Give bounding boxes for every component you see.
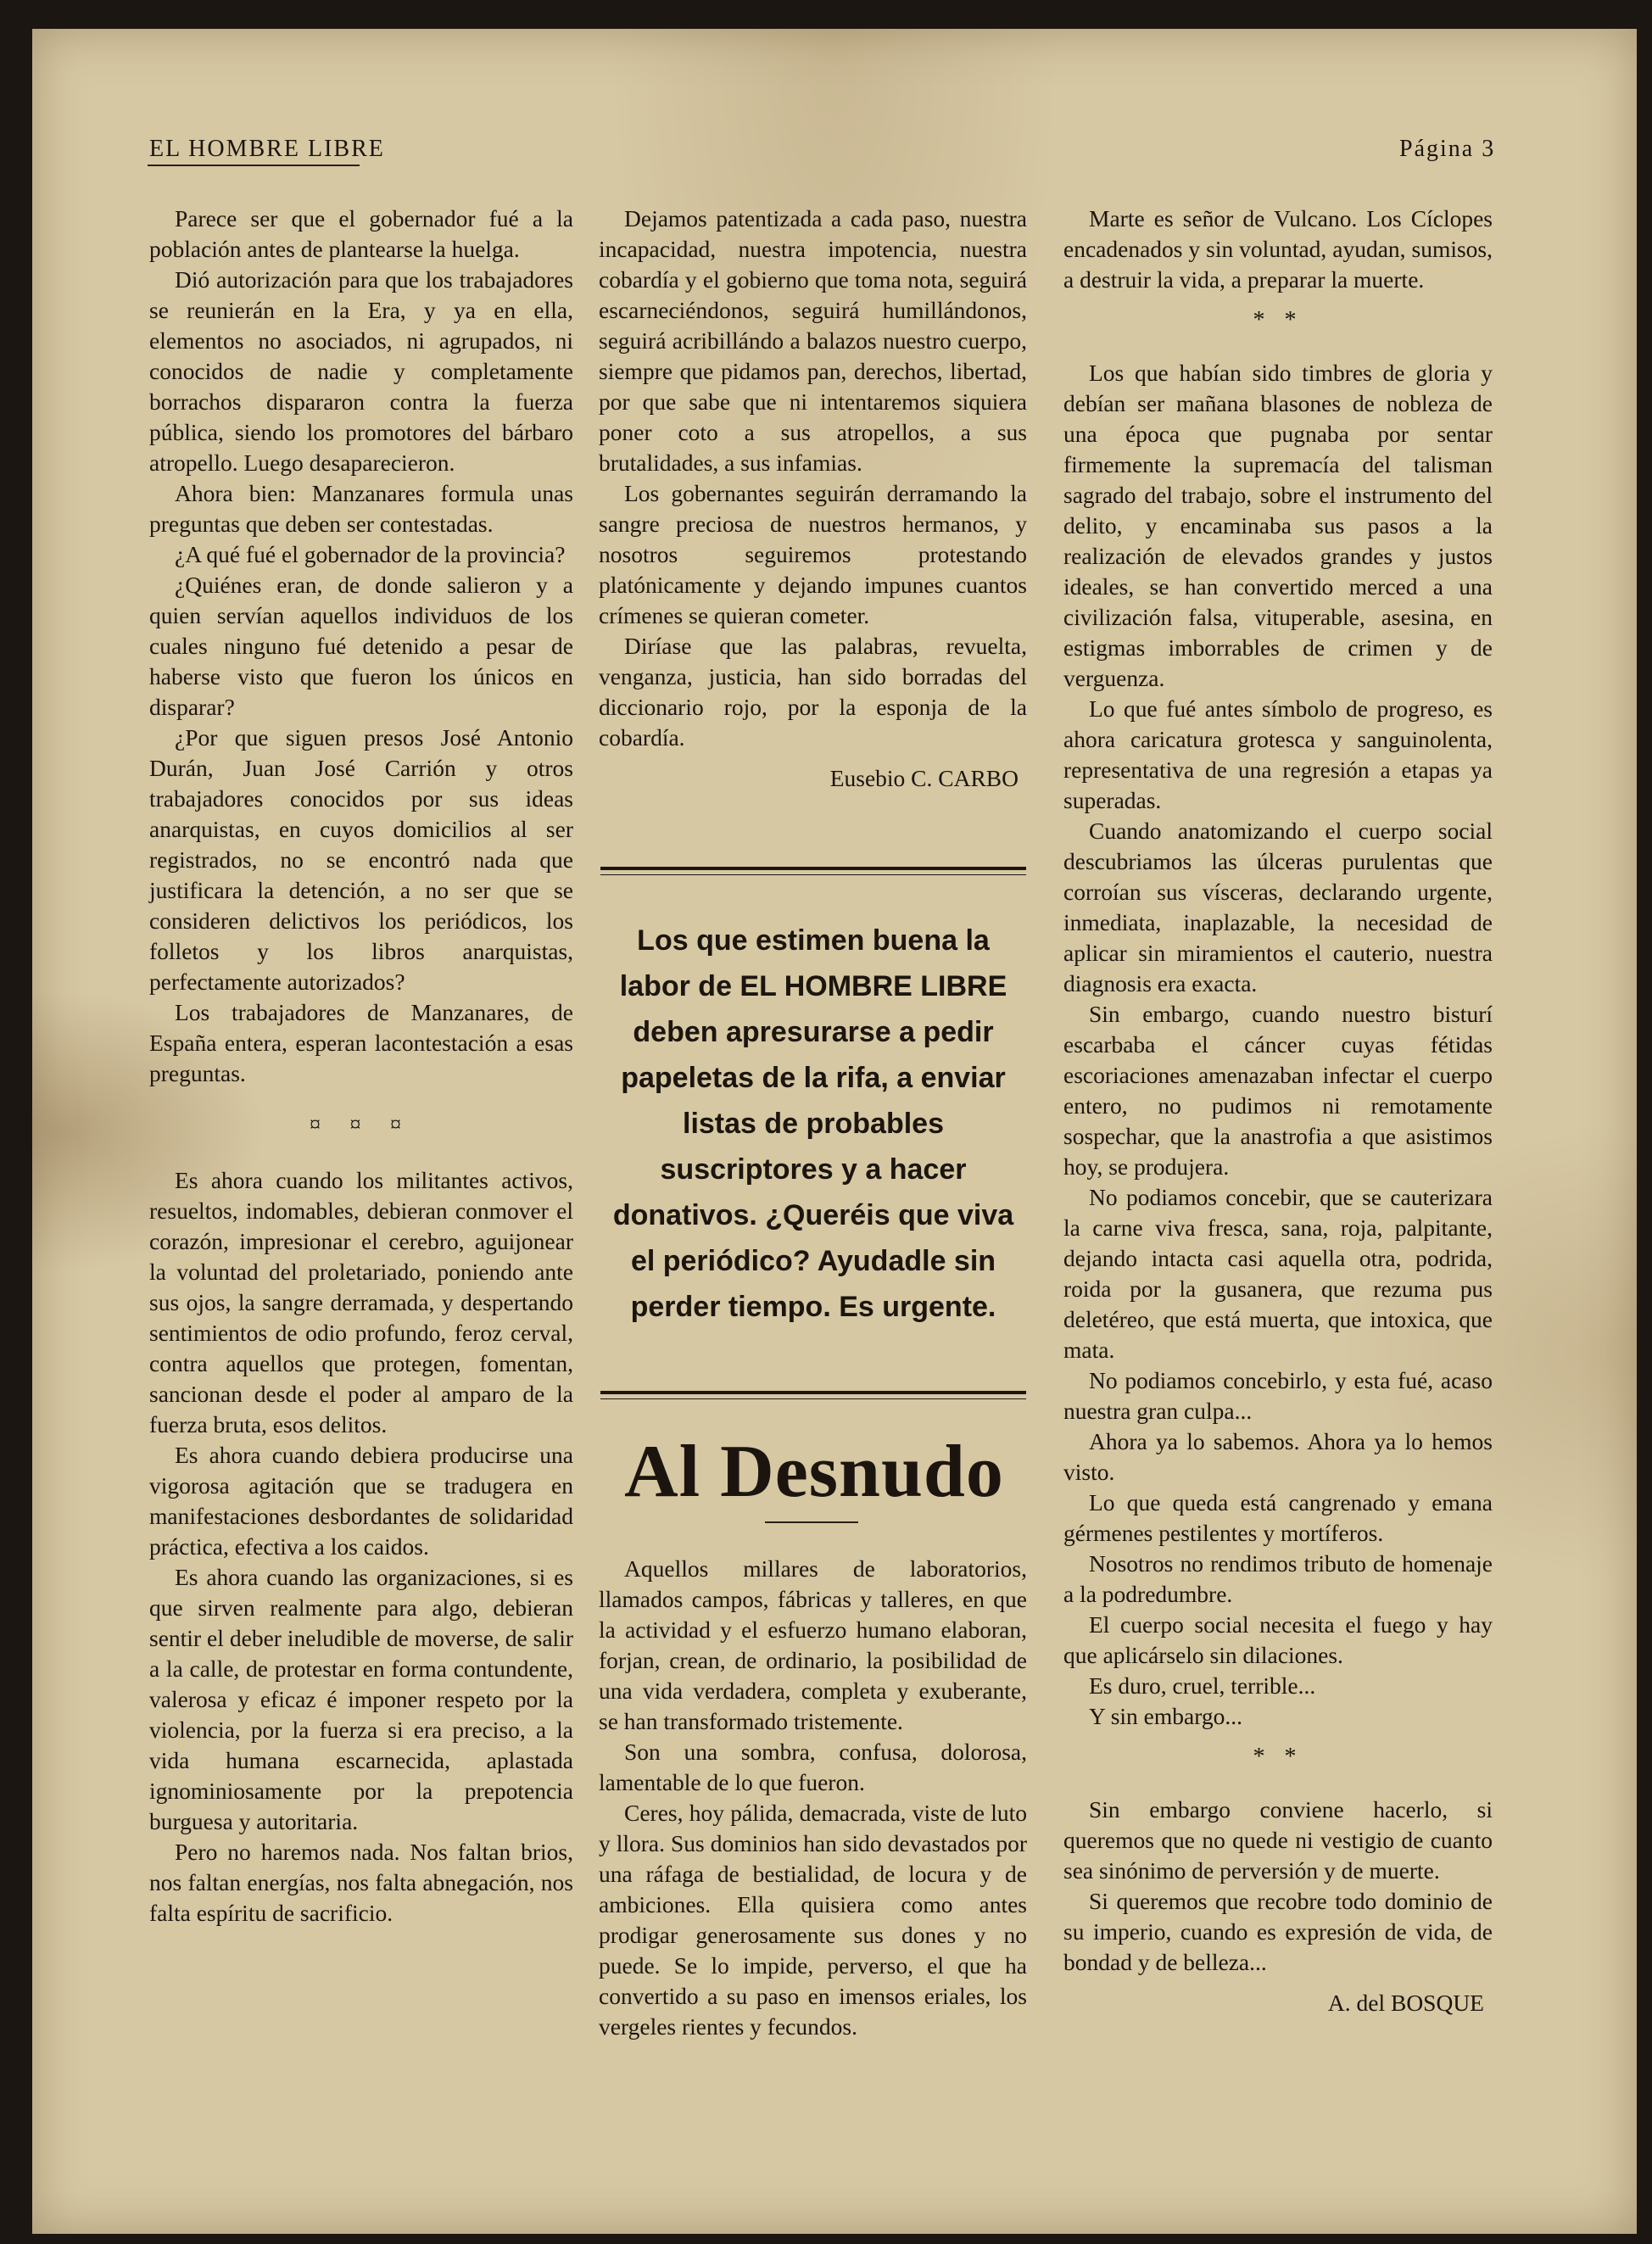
paragraph: Los gobernantes seguirán derramando la sangre preciosa de nuestros hermanos, y nosotros seguiremos protestando platónicamente y dejando impunes cuantos crímenes se quieran cometer. <box>599 480 1027 628</box>
paragraph: Es ahora cuando debiera producirse una vigorosa agitación que se tradugera en manifestaciones desbordantes de solidaridad práctica, efectiva a los caidos. <box>149 1442 573 1560</box>
paragraph: Sin embargo, cuando nuestro bisturí escarbaba el cáncer cuyas fétidas escoriaciones amenazaban infectar el cuerpo entero, no pudimos ni remotamente sospechar, que la anastrofia a que asistimos hoy, se produjera. <box>1063 1001 1493 1180</box>
paragraph: Lo que fué antes símbolo de progreso, es ahora caricatura grotesca y sanguinolenta, representativa de una regresión a etapas ya superadas. <box>1063 695 1493 813</box>
section-stars: * * <box>1253 307 1303 333</box>
double-rule <box>600 1391 1026 1399</box>
paragraph: Ceres, hoy pálida, demacrada, viste de luto y llora. Sus dominios han sido devastados por una ráfaga de bestialidad, de locura y de ambiciones. Ella quisiera como antes prodigar generosamente sus dones y no puede. Se lo impide, perverso, el que ha convertido a su paso en imensos eriales, los vergeles rientes y fecundos. <box>599 1800 1027 2040</box>
paragraph: Pero no haremos nada. Nos faltan brios, nos faltan energías, nos falta abnegación, nos falta espíritu de sacrificio. <box>149 1839 573 1926</box>
masthead-title: EL HOMBRE LIBRE <box>149 136 385 162</box>
paragraph: No podiamos concebir, que se cauterizara la carne viva fresca, sana, roja, palpitante, dejando intacta casi aquella otra, podrida, roida por la gusanera, que rezuma pus deletéreo, que está muerta, que intoxica, que mata. <box>1063 1184 1493 1363</box>
paragraph: Cuando anatomizando el cuerpo social descubriamos las úlceras purulentas que corroían sus vísceras, declarando urgente, inmediata, inaplazable, la necesidad de aplicar sin miramientos el cauterio, nuestra diagnosis era exacta. <box>1063 818 1493 996</box>
paragraph: Ahora bien: Manzanares formula unas preguntas que deben ser contestadas. <box>149 480 573 537</box>
column-1 <box>149 204 573 1929</box>
paragraph: ¿A qué fué el gobernador de la provincia? <box>175 541 566 567</box>
page-number: Página 3 <box>1399 136 1496 162</box>
paragraph: Aquellos millares de laboratorios, llamados campos, fábricas y talleres, en que la actividad y el esfuerzo humano elaboran, forjan, crean, de ordinario, la posibilidad de una vida verdadera, completa y exuberante, se han transformado tristemente. <box>599 1555 1027 1734</box>
masthead-underline <box>148 165 360 166</box>
column-3 <box>1063 204 1493 2018</box>
announcement-box: Los que estimen buena la labor de EL HOMBRE LIBRE deben apresurarse a pedir papeletas de la rifa, a enviar listas de probables suscriptores y a hacer donativos. ¿Queréis que viva el periódico? Ayudadle sin perder tiempo. Es urgente. <box>612 924 1014 1323</box>
section-divider: ¤ ¤ ¤ <box>310 1112 413 1136</box>
paragraph: ¿Quiénes eran, de donde salieron y a quien servían aquellos individuos de los cuales ninguno fué detenido a pesar de haberse visto que fueron los únicos en disparar? <box>149 572 573 720</box>
paragraph: Es ahora cuando los militantes activos, resueltos, indomables, debieran conmover el corazón, impresionar el cerebro, aguijonear la voluntad del proletariado, poniendo ante sus ojos, la sangre derramada, y despertando sentimientos de odio profundo, feroz cerval, contra aquellos que protegen, fomentan, sancionan desde el poder al amparo de la fuerza bruta, esos delitos. <box>149 1167 573 1437</box>
paragraph: Marte es señor de Vulcano. Los Cíclopes encadenados y sin voluntad, ayudan, sumisos, a destruir la vida, a preparar la muerte. <box>1063 205 1493 293</box>
paragraph: Son una sombra, confusa, dolorosa, lamentable de lo que fueron. <box>599 1739 1027 1795</box>
paragraph: El cuerpo social necesita el fuego y hay que aplicárselo sin dilaciones. <box>1063 1611 1493 1668</box>
paragraph: Nosotros no rendimos tributo de homenaje a la podredumbre. <box>1063 1550 1493 1607</box>
column-2 <box>599 204 1027 794</box>
author-signature: A. del BOSQUE <box>1327 1990 1484 2016</box>
paragraph: Sin embargo conviene hacerlo, si queremos que no quede ni vestigio de cuanto sea sinónimo de perversión y de muerte. <box>1063 1796 1493 1884</box>
title-underline <box>765 1521 858 1523</box>
paragraph: No podiamos concebirlo, y esta fué, acaso nuestra gran culpa... <box>1063 1367 1493 1424</box>
author-signature: Eusebio C. CARBO <box>829 765 1019 791</box>
paragraph: Es ahora cuando las organizaciones, si es que sirven realmente para algo, debieran sentir el deber ineludible de moverse, de salir a la calle, de protestar en forma contundente, valerosa y eficaz é imponer respeto por la violencia, por la fuerza si era preciso, a la vida humana escarnecida, aplastada ignominiosamente por la prepotencia burguesa y autoritaria. <box>149 1564 573 1834</box>
paragraph: Parece ser que el gobernador fué a la población antes de plantearse la huelga. <box>149 205 573 262</box>
paragraph: Y sin embargo... <box>1089 1703 1243 1729</box>
paragraph: Dió autorización para que los trabajadores se reunierán en la Era, y ya en ella, elementos no asociados, ni agrupados, ni conocidos de nadie y completamente borrachos dispararon contra la fuerza pública, siendo los promotores del bárbaro atropello. Luego desaparecieron. <box>149 266 573 476</box>
double-rule <box>600 867 1026 875</box>
paragraph: Es duro, cruel, terrible... <box>1089 1672 1316 1699</box>
section-stars: * * <box>1253 1744 1303 1770</box>
paragraph: ¿Por que siguen presos José Antonio Durán, Juan José Carrión y otros trabajadores conocidos por sus ideas anarquistas, en cuyos domicilios al ser registrados, no se encontró nada que justificara la detención, a no ser que se consideren delictivos los periódicos, los folletos y los libros anarquistas, perfectamente autorizados? <box>149 724 573 995</box>
paragraph: Lo que queda está cangrenado y emana gérmenes pestilentes y mortíferos. <box>1063 1489 1493 1546</box>
paragraph: Los que habían sido timbres de gloria y debían ser mañana blasones de nobleza de una época que pugnaba por sentar firmemente la supremacía del talisman sagrado del trabajo, sobre el instrumento del delito, y encaminaba sus pasos a la realización de elevados grandes y justos ideales, se han convertido merced a una civilización falsa, vituperable, asesina, en estigmas imborrables de crimen y de verguenza. <box>1063 360 1493 691</box>
paragraph: Diríase que las palabras, revuelta, venganza, justicia, han sido borradas del diccionario rojo, por la esponja de la cobardía. <box>599 633 1027 751</box>
paragraph: Los trabajadores de Manzanares, de España entera, esperan lacontestación a esas preguntas. <box>149 999 573 1086</box>
article-title: Al Desnudo <box>624 1431 1004 1513</box>
paragraph: Dejamos patentizada a cada paso, nuestra incapacidad, nuestra impotencia, nuestra cobardía y el gobierno que toma nota, seguirá escarneciéndonos, seguirá humillándonos, seguirá acribillándo a balazos nuestro cuerpo, siempre que pidamos pan, derechos, libertad, por que sabe que ni intentaremos siquiera poner coto a sus atropellos, a sus brutalidades, a sus infamias. <box>599 205 1027 476</box>
paragraph: Ahora ya lo sabemos. Ahora ya lo hemos visto. <box>1063 1428 1493 1485</box>
paragraph: Si queremos que recobre todo dominio de su imperio, cuando es expresión de vida, de bondad y de belleza... <box>1063 1888 1493 1975</box>
article-body <box>599 1554 1027 2042</box>
